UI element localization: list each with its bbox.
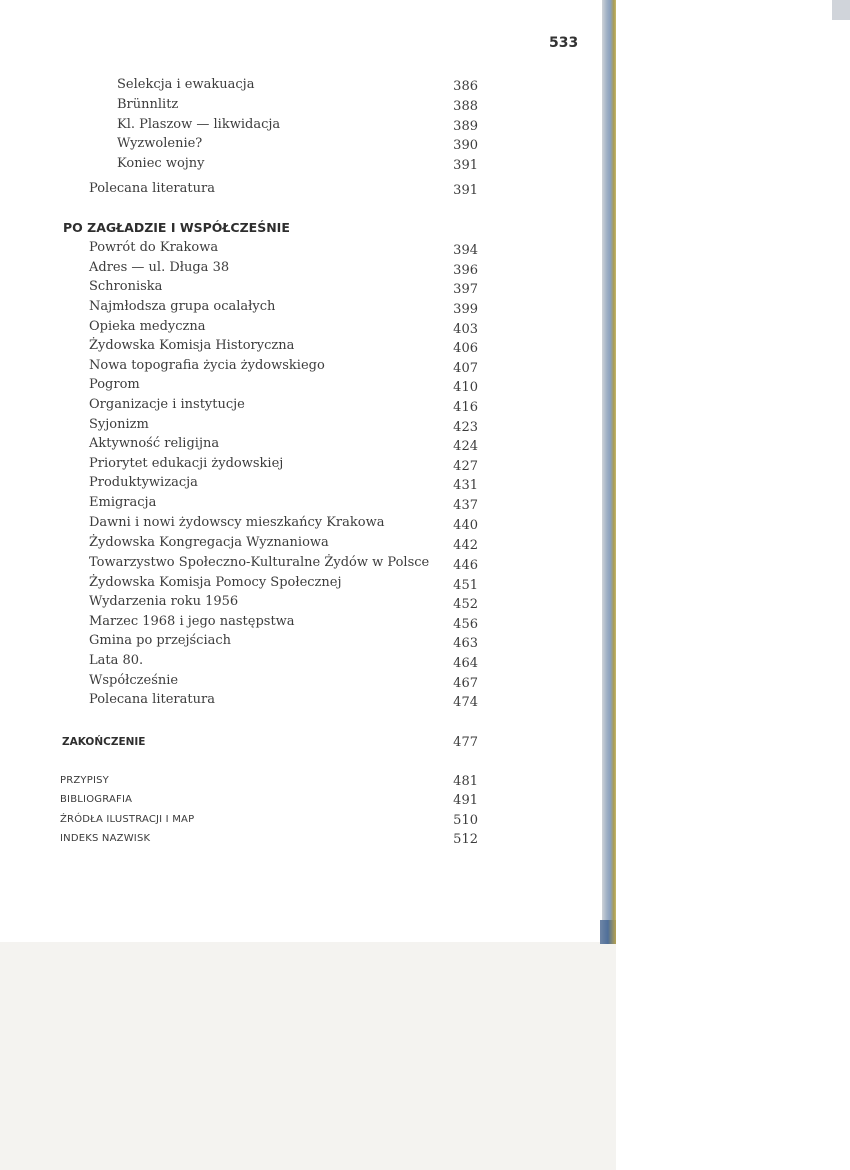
toc-page-number: 391 <box>453 183 478 198</box>
toc-entry: Żydowska Komisja Historyczna <box>89 338 295 353</box>
toc-page-number: 477 <box>453 735 478 750</box>
toc-page-number: 391 <box>453 158 478 173</box>
toc-entry: Powrót do Krakowa <box>89 240 219 255</box>
toc-page-number: 423 <box>453 420 478 435</box>
toc-page-number: 389 <box>453 119 478 134</box>
scanner-edge <box>832 0 850 20</box>
toc-entry: Opieka medyczna <box>89 319 206 334</box>
back-matter-entry: PRZYPISY <box>60 775 109 786</box>
toc-page-number: 424 <box>453 439 478 454</box>
toc-page-number: 491 <box>453 793 478 808</box>
toc-page-number: 396 <box>453 263 478 278</box>
toc-page-number: 410 <box>453 380 478 395</box>
book-spine-corner <box>600 920 616 944</box>
toc-entry: Selekcja i ewakuacja <box>117 77 255 92</box>
toc-page-number: 481 <box>453 774 478 789</box>
toc-entry: Koniec wojny <box>117 156 205 171</box>
toc-page-number: 397 <box>453 282 478 297</box>
section-heading: PO ZAGŁADZIE I WSPÓŁCZEŚNIE <box>63 220 290 235</box>
toc-entry: Dawni i nowi żydowscy mieszkańcy Krakowa <box>89 515 385 530</box>
toc-entry-literature: Polecana literatura <box>89 181 215 196</box>
toc-entry: Schroniska <box>89 279 163 294</box>
toc-entry: Pogrom <box>89 377 140 392</box>
toc-page-number: 474 <box>453 695 478 710</box>
toc-entry: Lata 80. <box>89 653 144 668</box>
toc-page-number: 390 <box>453 138 478 153</box>
toc-entry: Organizacje i instytucje <box>89 397 245 412</box>
toc-page-number: 416 <box>453 400 478 415</box>
toc-entry: Produktywizacja <box>89 475 198 490</box>
toc-entry: Najmłodsza grupa ocalałych <box>89 299 276 314</box>
toc-page-number: 407 <box>453 361 478 376</box>
toc-page-number: 446 <box>453 558 478 573</box>
toc-page-number: 510 <box>453 813 478 828</box>
toc-page-number: 440 <box>453 518 478 533</box>
toc-entry: Marzec 1968 i jego następstwa <box>89 614 295 629</box>
toc-page-number: 399 <box>453 302 478 317</box>
toc-entry: Syjonizm <box>89 417 149 432</box>
toc-entry: Priorytet edukacji żydowskiej <box>89 456 284 471</box>
toc-page-number: 442 <box>453 538 478 553</box>
toc-entry: Wyzwolenie? <box>117 136 203 151</box>
toc-page-number: 512 <box>453 832 478 847</box>
toc-entry: Żydowska Kongregacja Wyznaniowa <box>89 535 329 550</box>
toc-page-number: 406 <box>453 341 478 356</box>
toc-entry: Żydowska Komisja Pomocy Społecznej <box>89 575 342 590</box>
toc-entry: Towarzystwo Społeczno-Kulturalne Żydów w Polsce <box>89 555 430 570</box>
toc-entry: Kl. Plaszow — likwidacja <box>117 117 281 132</box>
toc-entry: Adres — ul. Długa 38 <box>89 260 230 275</box>
toc-page-number: 386 <box>453 79 478 94</box>
toc-entry: Aktywność religijna <box>89 436 220 451</box>
toc-page-number: 403 <box>453 322 478 337</box>
toc-page-number: 464 <box>453 656 478 671</box>
toc-page-number: 456 <box>453 617 478 632</box>
back-matter-entry: BIBLIOGRAFIA <box>60 794 133 805</box>
toc-page-number: 437 <box>453 498 478 513</box>
toc-entry: Wydarzenia roku 1956 <box>89 594 239 609</box>
back-matter-entry: INDEKS NAZWISK <box>60 833 151 844</box>
toc-page-number: 394 <box>453 243 478 258</box>
scanner-background <box>616 0 850 1170</box>
page-number: 533 <box>549 35 579 51</box>
toc-entry: Gmina po przejściach <box>89 633 232 648</box>
toc-page-number: 431 <box>453 478 478 493</box>
toc-page-number: 451 <box>453 578 478 593</box>
toc-entry: Brünnlitz <box>117 97 179 112</box>
toc-entry-literature: Polecana literatura <box>89 692 215 707</box>
toc-page-number: 467 <box>453 676 478 691</box>
toc-page-number: 388 <box>453 99 478 114</box>
book-spine-edge <box>602 0 616 944</box>
toc-entry: Nowa topografia życia żydowskiego <box>89 358 325 373</box>
toc-entry: Współcześnie <box>89 673 179 688</box>
toc-page-number: 463 <box>453 636 478 651</box>
toc-entry: Emigracja <box>89 495 157 510</box>
conclusion-heading: ZAKOŃCZENIE <box>62 736 146 748</box>
toc-page-number: 452 <box>453 597 478 612</box>
back-matter-entry: ŹRÓDŁA ILUSTRACJI I MAP <box>60 814 195 825</box>
toc-page-number: 427 <box>453 459 478 474</box>
